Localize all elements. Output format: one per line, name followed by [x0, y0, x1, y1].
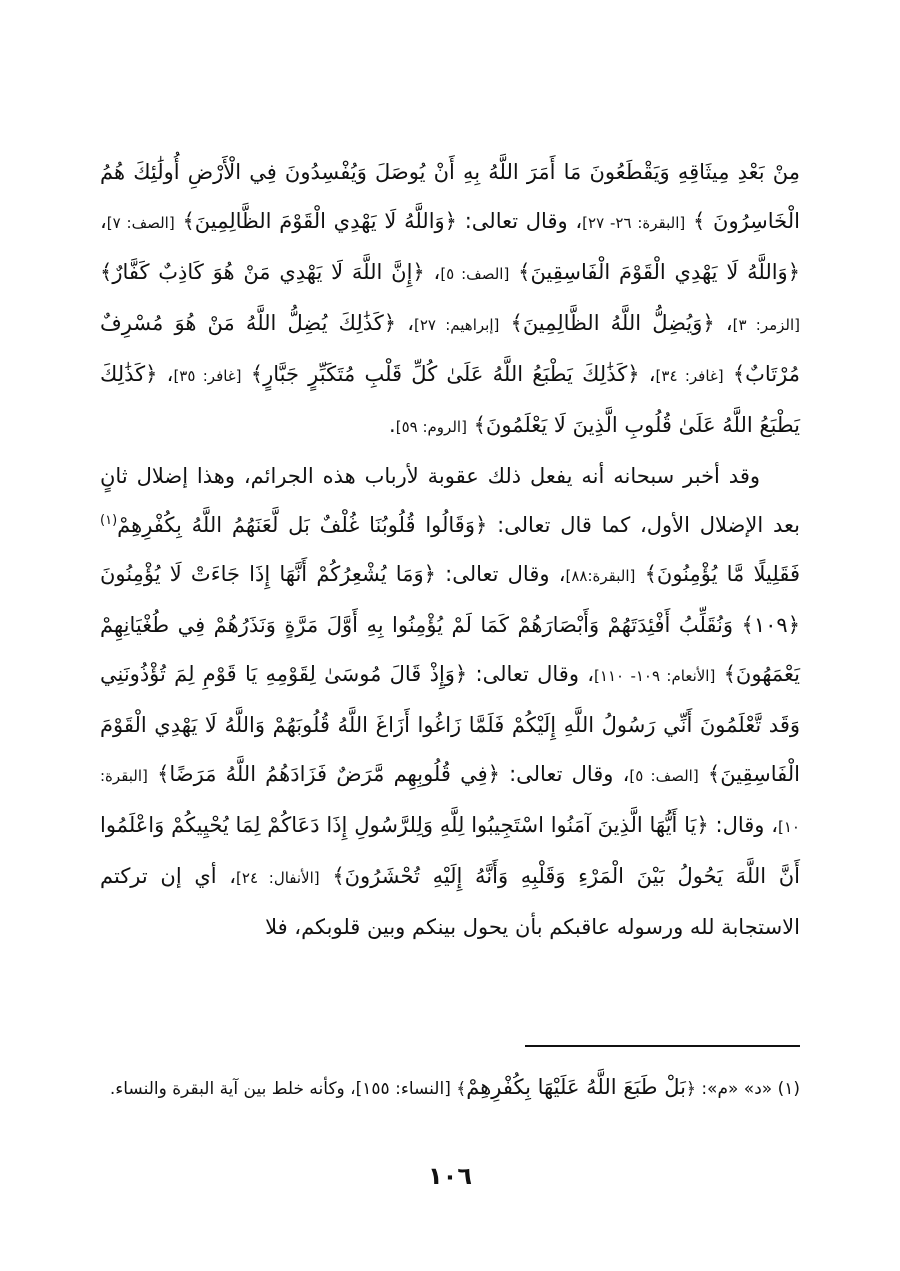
- footnote-marker: (١): [100, 513, 118, 528]
- connector-text: ، وقال تعالى:: [464, 209, 583, 233]
- verse-open-bracket: ﴿: [383, 311, 397, 335]
- quran-verse: وَإِذْ قَالَ مُوسَىٰ لِقَوْمِهِ يَا قَوْمِ لِمَ تُؤْذُونَنِي وَقَد تَّعْلَمُونَ أَنِّي رَسُولُ اللَّهِ إِلَيْكُمْ فَلَمَّا زَاغُوا أَزَاغَ اللَّهُ قُلُوبَهُمْ وَاللَّهُ لَا يَهْدِي الْقَوْمَ الْفَاسِقِينَ: [100, 662, 800, 786]
- verse-close-bracket: ﴾: [644, 562, 657, 586]
- paragraph-2: [100, 452, 800, 952]
- verse-close-bracket: ﴾: [473, 413, 486, 437]
- verse-reference: [إبراهيم: ٢٧]: [414, 316, 500, 334]
- verse-open-bracket: ﴿: [702, 311, 715, 335]
- verse-open-bracket: ﴿: [145, 362, 158, 386]
- verse-close-bracket: ﴾: [510, 311, 523, 335]
- footnote-source: «د» «م»:: [701, 1079, 773, 1099]
- quran-verse: فَقَلِيلًا مَّا يُؤْمِنُونَ: [656, 562, 800, 586]
- verse-reference: [الأنعام: ١٠٩- ١١٠]: [594, 667, 716, 685]
- verse-close-bracket: ﴾: [332, 864, 345, 888]
- quran-verse: كَذَٰلِكَ يُضِلُّ اللَّهُ مَنْ هُوَ مُسْرِفٌ مُرْتَابٌ: [100, 311, 801, 386]
- verse-open-bracket: ﴿: [627, 362, 640, 386]
- verse-reference: [الزمر: ٣]: [732, 316, 801, 334]
- quran-verse: وَاللَّهُ لَا يَهْدِي الْقَوْمَ الْفَاسِقِينَ: [530, 260, 788, 284]
- verse-close-bracket: ﴾: [182, 209, 195, 233]
- quran-verse: يَا أَيُّهَا الَّذِينَ آمَنُوا اسْتَجِيبُوا لِلَّهِ وَلِلرَّسُولِ إِذَا دَعَاكُمْ لِمَا يُحْيِيكُمْ وَاعْلَمُوا أَنَّ اللَّهَ يَحُولُ بَيْنَ الْمَرْءِ وَقَلْبِهِ وَأَنَّهُ إِلَيْهِ تُحْشَرُونَ: [100, 813, 801, 888]
- verse-reference: [الروم: ٥٩]: [395, 418, 467, 436]
- verse-close-bracket: ﴾: [692, 209, 706, 233]
- quran-verse: إِنَّ اللَّهَ لَا يَهْدِي مَنْ هُوَ كَاذِبٌ كَفَّارٌ: [112, 260, 413, 284]
- verse-open-bracket: ﴿: [487, 762, 500, 786]
- verse-close-bracket: ﴾: [100, 260, 113, 284]
- verse-reference: [الأنفال: ٢٤]: [236, 869, 320, 887]
- verse-reference: [الصف: ٥]: [629, 767, 699, 785]
- connector-text: ، وقال تعالى:: [475, 662, 595, 686]
- verse-close-bracket: ﴾: [723, 662, 736, 686]
- verse-open-bracket: ﴿: [474, 513, 488, 537]
- verse-reference: [غافر: ٣٥]: [173, 367, 242, 385]
- verse-open-bracket: ﴿: [454, 662, 468, 686]
- quran-verse: كَذَٰلِكَ يَطْبَعُ اللَّهُ عَلَىٰ كُلِّ قَلْبِ مُتَكَبِّرٍ جَبَّارٍ: [263, 362, 628, 386]
- page-number: ١٠٦: [428, 1162, 472, 1190]
- quran-verse: فِي قُلُوبِهِم مَّرَضٌ فَزَادَهُمُ اللَّهُ مَرَضًا: [169, 762, 488, 786]
- connector-text: ، وقال:: [715, 813, 779, 837]
- footnote: [100, 1068, 800, 1108]
- verse-reference: [البقرة: ٢٦- ٢٧]: [582, 214, 686, 232]
- main-text: [100, 148, 800, 952]
- paragraph-1: مِنْ بَعْدِ مِيثَاقِهِ وَيَقْطَعُونَ مَا أَمَرَ اللَّهُ بِهِ أَنْ يُوصَلَ وَيُفْسِدُونَ فِي الْأَرْضِ أُولَٰئِكَ هُمُ الْخَاسِرُونَ ﴾ [البقرة: ٢٦- ٢٧]، وقال تعالى: ﴿وَاللَّهُ لَا يَهْدِي الْقَوْمَ الظَّالِمِينَ﴾ [الصف: ٧]، ﴿وَاللَّهُ لَا يَهْدِي الْقَوْمَ الْفَاسِقِينَ﴾ [الصف: ٥]، ﴿إِنَّ اللَّهَ لَا يَهْدِي مَنْ هُوَ كَاذِبٌ كَفَّارٌ﴾ [الزمر: ٣]، ﴿وَيُضِلُّ اللَّهُ الظَّالِمِينَ﴾ [إبراهيم: ٢٧]، ﴿كَذَٰلِكَ يُضِلُّ اللَّهُ مَنْ هُوَ مُسْرِفٌ مُرْتَابٌ﴾ [غافر: ٣٤]، ﴿كَذَٰلِكَ يَطْبَعُ اللَّهُ عَلَىٰ كُلِّ قَلْبِ مُتَكَبِّرٍ جَبَّارٍ﴾ [غافر: ٣٥]، ﴿كَذَٰلِكَ يَطْبَعُ اللَّهُ عَلَىٰ قُلُوبِ الَّذِينَ لَا يَعْلَمُونَ﴾ [الروم: ٥٩].: [100, 160, 801, 437]
- verse-close-bracket: ﴾: [707, 762, 721, 786]
- footnote-text: ، وكأنه خلط بين آية البقرة والنساء.: [109, 1079, 356, 1099]
- verse-open-bracket: ﴿: [787, 260, 800, 284]
- verse-close-bracket: ﴾: [157, 762, 170, 786]
- verse-reference: [الصف: ٧]: [106, 214, 175, 232]
- verse-reference: [النساء: ١٥٥]: [355, 1079, 451, 1099]
- connector-text: ، وقال تعالى:: [445, 562, 566, 586]
- prose-text: ، أي إن تركتم الاستجابة لله ورسوله عاقبكم بأن يحول بينكم وبين قلوبكم، فلا: [100, 864, 800, 939]
- quran-verse: وَيُضِلُّ اللَّهُ الظَّالِمِينَ: [522, 311, 703, 335]
- quran-verse: وَمَا يُشْعِرُكُمْ أَنَّهَا إِذَا جَاءَتْ لَا يُؤْمِنُونَ ﴿١٠٩﴾ وَنُقَلِّبُ أَفْئِدَتَهُمْ وَأَبْصَارَهُمْ كَمَا لَمْ يُؤْمِنُوا بِهِ أَوَّلَ مَرَّةٍ وَنَذَرُهُمْ فِي طُغْيَانِهِمْ يَعْمَهُونَ: [100, 562, 800, 686]
- verse-close-bracket: ﴾: [518, 260, 531, 284]
- quran-verse: كَذَٰلِكَ يَطْبَعُ اللَّهُ عَلَىٰ قُلُوبِ الَّذِينَ لَا يَعْلَمُونَ: [100, 362, 800, 437]
- verse-open-bracket: ﴿: [423, 562, 436, 586]
- verse-close-bracket: ﴾: [732, 362, 746, 386]
- verse-reference: [البقرة: ١٠]: [100, 767, 800, 836]
- quran-verse: بَلْ طَبَعَ اللَّهُ عَلَيْهَا بِكُفْرِهِمْ: [466, 1075, 686, 1099]
- verse-reference: [الصف: ٥]: [440, 265, 510, 283]
- verse-reference: [البقرة:٨٨]: [565, 567, 636, 585]
- footnote-separator: [525, 1045, 800, 1047]
- verse-open-bracket: ﴿: [685, 1079, 696, 1099]
- quran-verse: مِنْ بَعْدِ مِيثَاقِهِ وَيَقْطَعُونَ مَا أَمَرَ اللَّهُ بِهِ أَنْ يُوصَلَ وَيُفْسِدُونَ فِي الْأَرْضِ أُولَٰئِكَ هُمُ الْخَاسِرُونَ: [100, 160, 800, 233]
- verse-reference: [غافر: ٣٤]: [655, 367, 724, 385]
- verse-open-bracket: ﴿: [696, 813, 709, 837]
- footnote-number: (١): [777, 1079, 800, 1099]
- quran-verse: وَقَالُوا قُلُوبُنَا غُلْفٌ بَل لَّعَنَهُمُ اللَّهُ بِكُفْرِهِمْ: [117, 513, 475, 537]
- connector-text: ، وقال تعالى:: [509, 762, 630, 786]
- prose-text: وقد أخبر سبحانه أنه يفعل ذلك عقوبة لأرباب هذه الجرائم، وهذا إضلال ثانٍ بعد الإضلال الأول، كما قال تعالى:: [100, 464, 800, 537]
- verse-close-bracket: ﴾: [250, 362, 264, 386]
- verse-close-bracket: ﴾: [456, 1079, 467, 1099]
- verse-open-bracket: ﴿: [412, 260, 425, 284]
- verse-open-bracket: ﴿: [444, 209, 457, 233]
- quran-verse: وَاللَّهُ لَا يَهْدِي الْقَوْمَ الظَّالِمِينَ: [194, 209, 445, 233]
